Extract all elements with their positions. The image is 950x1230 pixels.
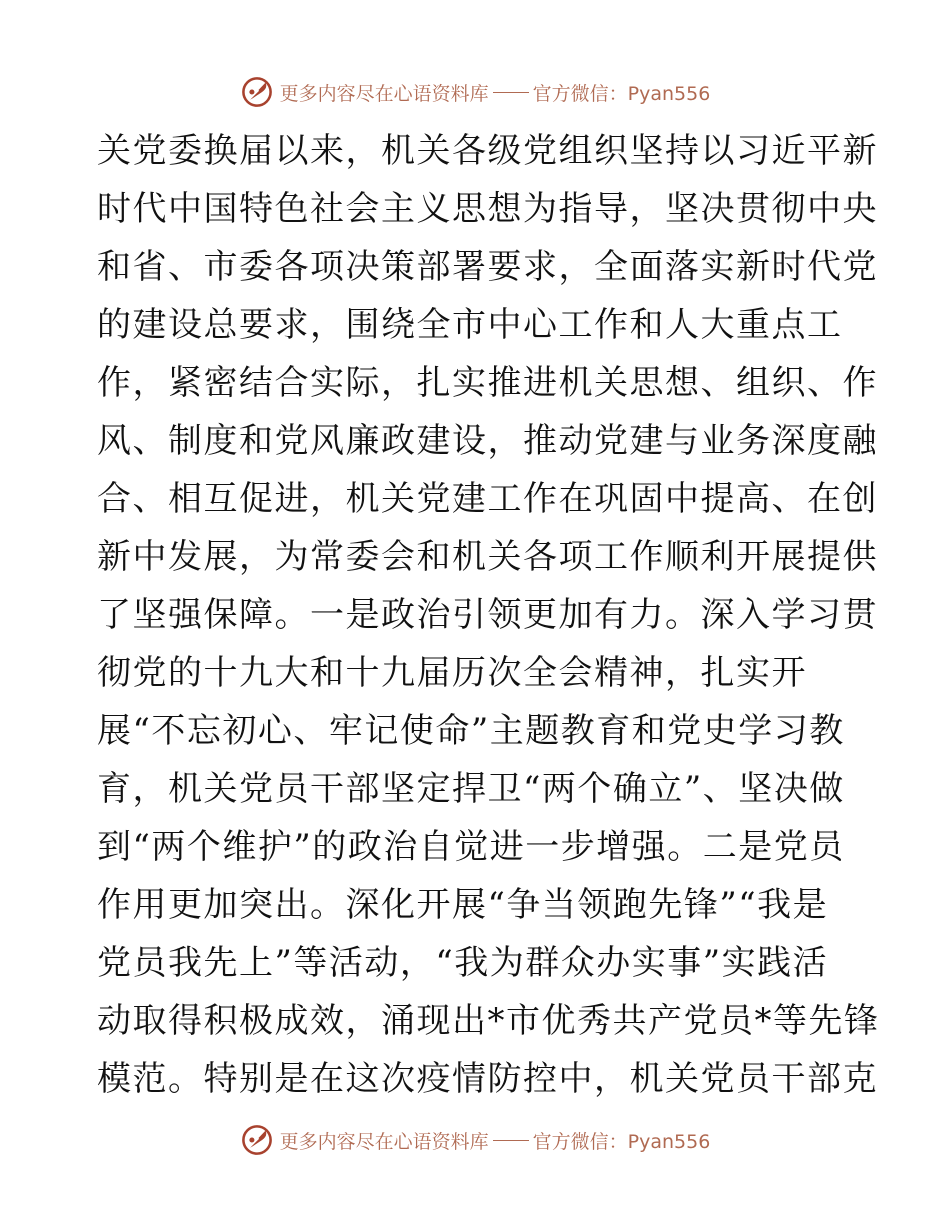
footer-banner xyxy=(0,1120,950,1160)
body-line: 时代中国特色社会主义思想为指导，坚决贯彻中央 xyxy=(97,189,878,229)
feather-pen-logo-icon xyxy=(240,75,274,109)
body-line: 党员我先上”等活动，“我为群众办实事”实践活 xyxy=(97,943,829,983)
footer-wechat-text: 官方微信：Pyan556 xyxy=(532,1130,711,1153)
body-line: 育，机关党员干部坚定捍卫“两个确立”、坚决做 xyxy=(97,769,845,809)
body-line: 的建设总要求，围绕全市中心工作和人大重点工 xyxy=(97,305,843,345)
header-brand-text: 更多内容尽在心语资料库 xyxy=(279,82,489,105)
body-line: 动取得积极成效，涌现出*市优秀共产党员*等先锋 xyxy=(97,1001,880,1041)
body-line: 风、制度和党风廉政建设，推动党建与业务深度融 xyxy=(97,421,878,461)
body-line: 展“不忘初心、牢记使命”主题教育和党史学习教 xyxy=(97,711,845,751)
document-body xyxy=(97,122,880,1108)
footer-divider xyxy=(493,1140,529,1141)
feather-pen-logo-icon xyxy=(240,1123,274,1157)
body-line: 关党委换届以来，机关各级党组织坚持以习近平新 xyxy=(97,131,878,171)
body-line: 新中发展，为常委会和机关各项工作顺利开展提供 xyxy=(97,537,878,577)
header-divider xyxy=(493,92,529,93)
body-line: 合、相互促进，机关党建工作在巩固中提高、在创 xyxy=(97,479,878,519)
body-line: 到“两个维护”的政治自觉进一步增强。二是党员 xyxy=(97,827,845,867)
body-line: 作用更加突出。深化开展“争当领跑先锋”“我是 xyxy=(97,885,829,925)
body-line: 作，紧密结合实际，扎实推进机关思想、组织、作 xyxy=(97,363,878,403)
header-wechat-text: 官方微信：Pyan556 xyxy=(532,82,711,105)
header-banner xyxy=(0,72,950,112)
footer-brand-text: 更多内容尽在心语资料库 xyxy=(279,1130,489,1153)
body-line: 彻党的十九大和十九届历次全会精神，扎实开 xyxy=(97,653,807,693)
body-line: 和省、市委各项决策部署要求，全面落实新时代党 xyxy=(97,247,878,287)
body-line: 模范。特别是在这次疫情防控中，机关党员干部克 xyxy=(97,1059,878,1099)
body-line: 了坚强保障。一是政治引领更加有力。深入学习贯 xyxy=(97,595,878,635)
